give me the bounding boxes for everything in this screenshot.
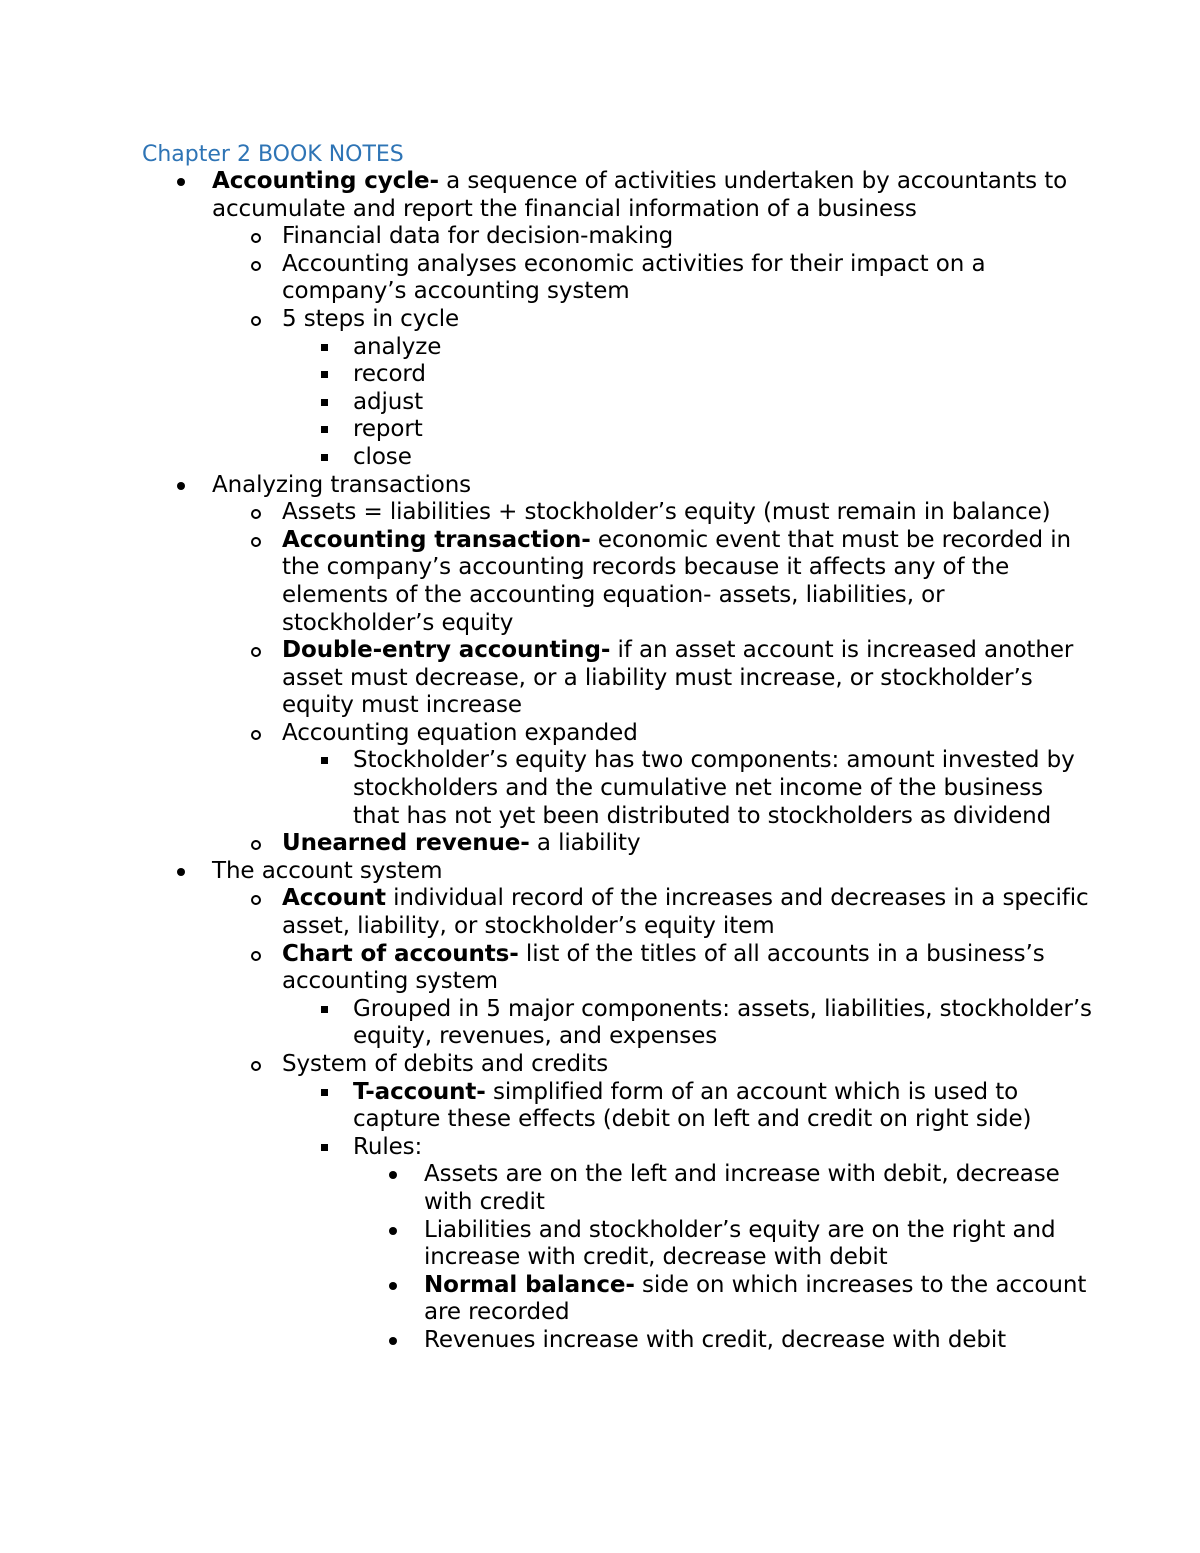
bullet-square-icon [321,757,328,764]
item-text: analyze [353,333,442,360]
list-item [353,996,1092,1051]
bullet-circle-icon [251,1061,261,1071]
page-title: Chapter 2 BOOK NOTES [142,142,404,167]
list-level-2 [282,223,1092,471]
bullet-circle-icon [251,895,261,905]
item-text: Assets = liabilities + stockholder’s equity (must remain in balance) [282,499,1051,526]
list-level-4 [424,1161,1092,1354]
term: Accounting cycle- [212,168,439,194]
item-text: System of debits and credits [282,1051,609,1077]
bullet-square-icon [321,1089,328,1096]
list-item [282,499,1092,527]
bullet-disc-icon [177,868,185,876]
list-item [282,223,1092,251]
term: Unearned revenue- [282,830,530,857]
list-level-1 [212,168,1092,1355]
item-text: close [353,443,412,470]
list-level-3 [353,996,1092,1051]
list-item [212,472,1092,858]
list-item [282,941,1092,1051]
list-item [282,251,1092,306]
item-text: Accounting analyses economic activities for their impact on a company’s accounting system [282,250,986,305]
bullet-square-icon [321,426,328,433]
list-item [353,334,1092,362]
item-text: Analyzing transactions [212,471,472,498]
bullet-circle-icon [251,261,261,271]
item-text: Assets are on the left and increase with debit, decrease with credit [424,1161,1060,1215]
bullet-circle-icon [251,840,261,850]
item-text: Liabilities and stockholder’s equity are on the right and increase with credit, decrease with debit [424,1216,1056,1271]
term: Normal balance- [424,1271,635,1298]
bullet-disc-icon [177,178,185,186]
item-text: Grouped in 5 major components: assets, liabilities, stockholder’s equity, revenues, and expenses [353,995,1092,1050]
list-item [424,1272,1092,1327]
list-level-3 [353,747,1092,830]
item-text: simplified form of an account which is used to capture these effects (debit on left and credit on right side) [353,1078,1032,1133]
list-item [353,389,1092,417]
bullet-circle-icon [251,509,261,519]
item-text: Rules: [353,1133,423,1160]
item-text: Accounting equation expanded [282,719,638,746]
list-item [212,168,1092,472]
term: Chart of accounts- [282,940,519,967]
bullet-disc-icon [389,1171,397,1179]
bullet-circle-icon [251,316,261,326]
list-item [353,361,1092,389]
list-item [424,1217,1092,1272]
list-level-2 [282,885,1092,1354]
item-text: economic event that must be recorded in the company’s accounting records because it affects any of the elements of the accounting equation- assets, liabilities, or stockholder’s equity [282,526,1071,636]
term: Account [282,885,386,912]
bullet-square-icon [321,344,328,351]
term: Double-entry accounting- [282,637,611,664]
bullet-disc-icon [177,482,185,490]
item-text: individual record of the increases and decreases in a specific asset, liability, or stockholder’s equity item [282,885,1089,940]
list-item [282,1051,1092,1355]
item-text: Revenues increase with credit, decrease with debit [424,1326,1007,1353]
bullet-square-icon [321,371,328,378]
list-item [282,637,1092,720]
item-text: record [353,361,426,388]
bullet-circle-icon [251,233,261,243]
item-text: a liability [529,830,641,857]
list-item [282,720,1092,830]
list-item [353,747,1092,830]
list-item [424,1161,1092,1216]
list-item [282,306,1092,472]
list-item [353,416,1092,444]
bullet-square-icon [321,399,328,406]
item-text: side on which increases to the account are recorded [424,1271,1087,1326]
bullet-disc-icon [389,1282,397,1290]
list-item [282,885,1092,940]
list-level-2 [282,499,1092,858]
item-text: report [353,416,423,443]
bullet-circle-icon [251,647,261,657]
list-level-3 [353,1079,1092,1355]
bullet-square-icon [321,1006,328,1013]
item-text: a sequence of activities undertaken by accountants to accumulate and report the financial information of a business [212,168,1068,222]
list-item [282,527,1092,637]
bullet-circle-icon [251,537,261,547]
bullet-square-icon [321,454,328,461]
item-text: Stockholder’s equity has two components: amount invested by stockholders and the cumulative net income of the business that has not yet been distributed to stockholders as dividend [353,747,1075,829]
item-text: Financial data for decision-making [282,223,674,250]
list-item [424,1327,1092,1355]
item-text: if an asset account is increased another asset must decrease, or a liability must increase, or stockholder’s equity must increase [282,637,1074,719]
bullet-circle-icon [251,730,261,740]
bullet-circle-icon [251,951,261,961]
term: Accounting transaction- [282,526,591,553]
list-item [353,444,1092,472]
item-text: adjust [353,388,424,415]
bullet-square-icon [321,1144,328,1151]
item-text: The account system [212,857,443,884]
bullet-disc-icon [389,1227,397,1235]
item-text: 5 steps in cycle [282,305,460,332]
bullet-disc-icon [389,1337,397,1345]
item-text: list of the titles of all accounts in a business’s accounting system [282,940,1045,995]
list-item [212,858,1092,1355]
list-level-3 [353,334,1092,472]
list-item [353,1134,1092,1355]
term: T-account- [353,1078,486,1105]
list-item [282,830,1092,858]
list-item [353,1079,1092,1134]
